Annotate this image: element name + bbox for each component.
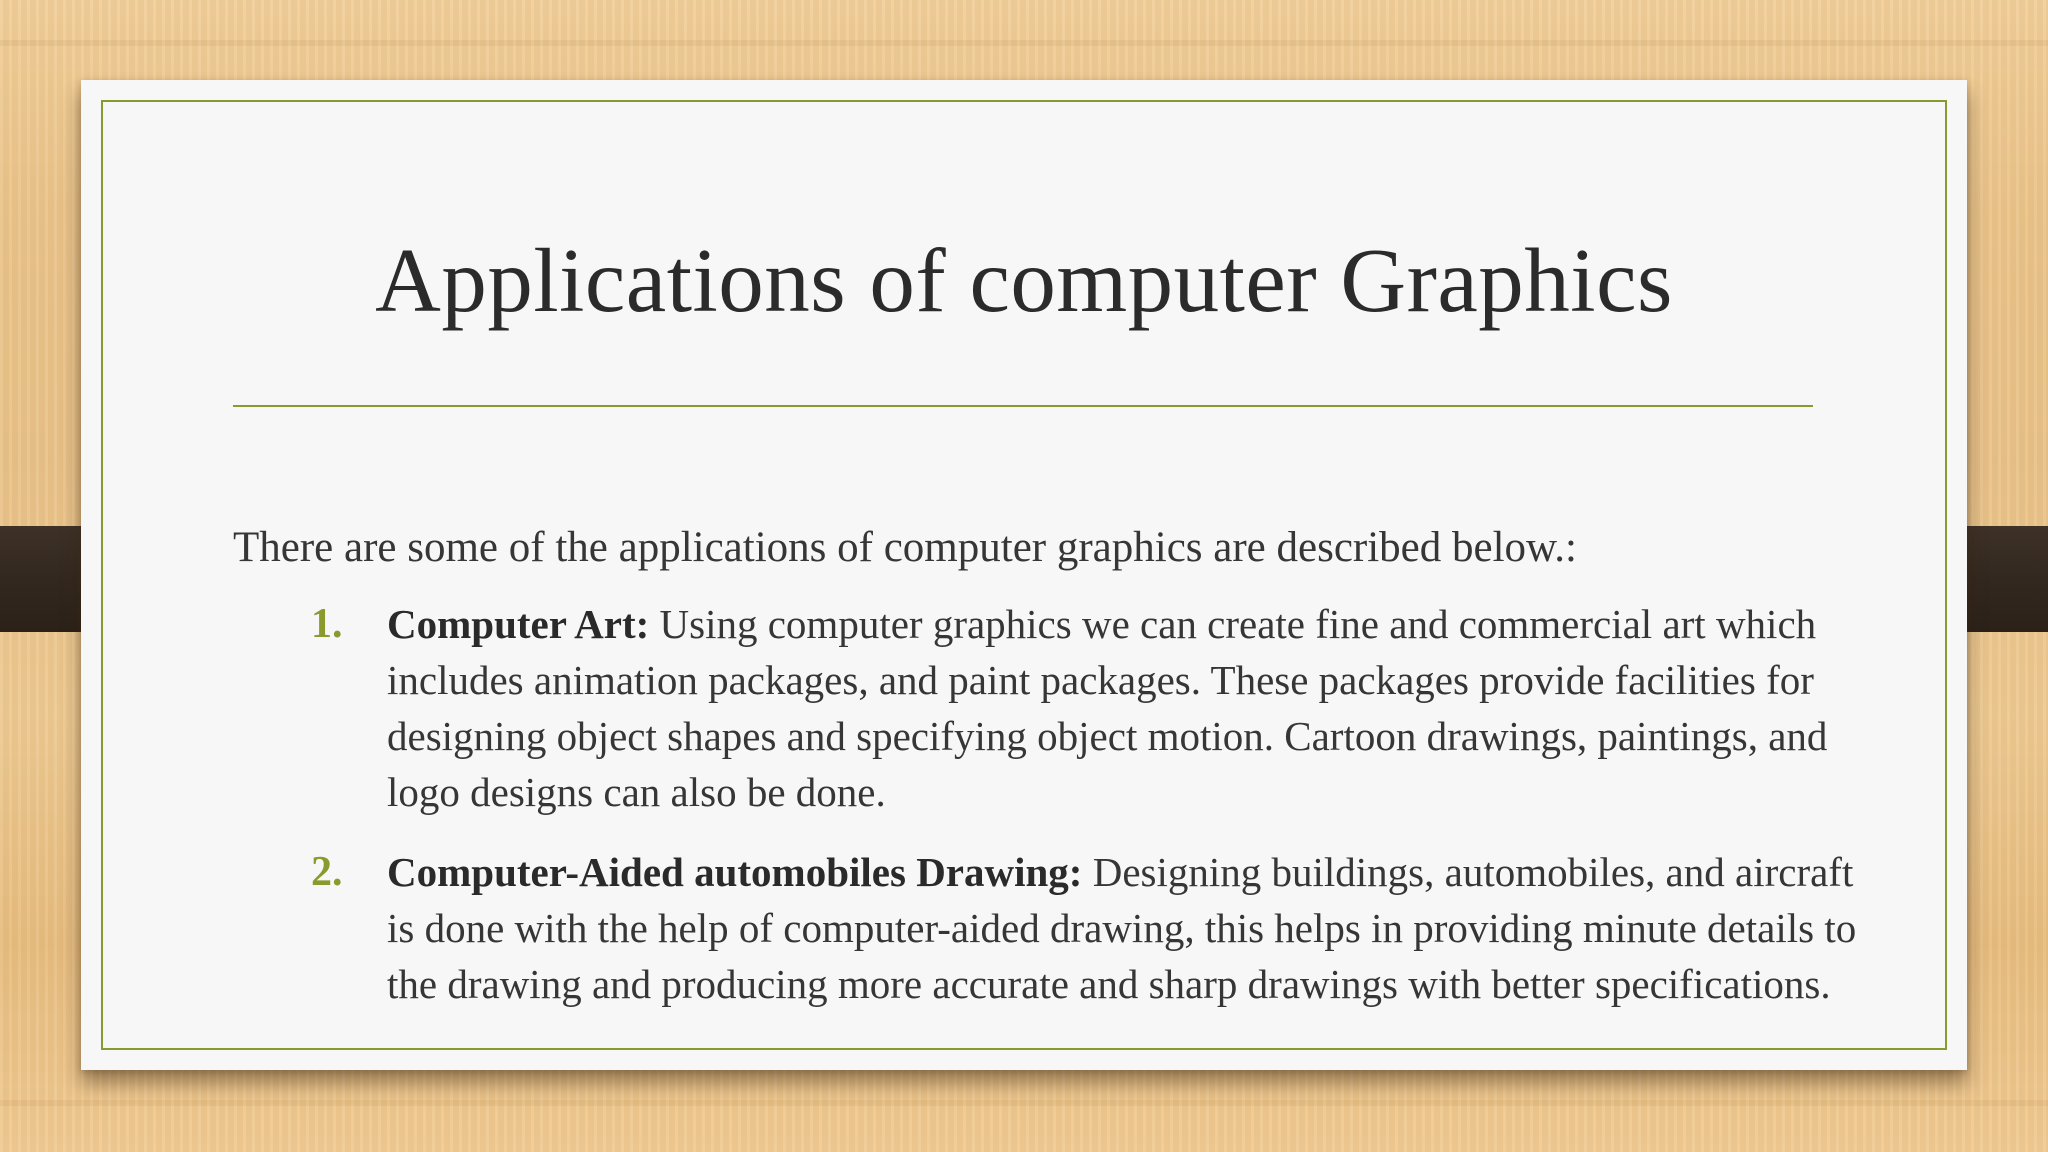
title-divider [233,405,1813,407]
list-item [233,844,1873,1012]
list-item-number: 2. [311,849,343,895]
applications-list [233,596,1873,1036]
list-item-number: 1. [311,601,343,647]
list-item-term: Computer-Aided automobiles Drawing: [387,849,1083,895]
intro-text: There are some of the applications of computer graphics are described below.: [233,524,1578,571]
list-item-description: Using computer graphics we can create fine and commercial art which includes animation packages, and paint packages. These packages provide facilities for designing object shapes and specifying object motion. Cartoon drawings, paintings, and logo designs can also be done. [387,601,1828,815]
wood-grain-stripe [0,1100,2048,1106]
list-item-description: Designing buildings, automobiles, and aircraft is done with the help of computer-aided drawing, this helps in providing minute details to the drawing and producing more accurate and sharp drawings with better specifications. [387,849,1857,1007]
slide-card [81,80,1967,1070]
list-item-term: Computer Art: [387,601,650,647]
wood-grain-stripe [0,40,2048,46]
list-item [233,596,1873,820]
slide-title: Applications of computer Graphics [375,230,1673,331]
